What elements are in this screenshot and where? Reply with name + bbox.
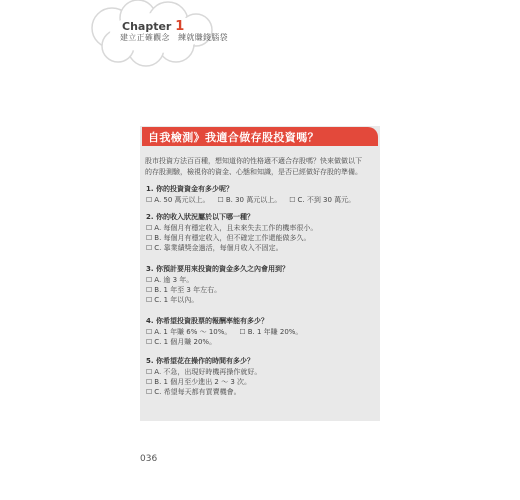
option-label: B. 1 年至 3 年左右。 xyxy=(154,286,222,294)
quiz-intro xyxy=(145,156,377,178)
option-label: C. 希望每天都有買賣機會。 xyxy=(154,388,241,396)
option-row xyxy=(146,233,317,243)
option-row xyxy=(146,387,261,397)
option-label: C. 不到 30 萬元。 xyxy=(297,196,356,204)
option-label: B. 1 年賺 20%。 xyxy=(247,328,303,336)
question-block xyxy=(146,212,317,253)
checkbox-icon[interactable]: ☐ xyxy=(146,286,153,294)
checkbox-icon[interactable]: ☐ xyxy=(146,368,153,376)
option-label: C. 1 個月賺 20%。 xyxy=(154,338,217,346)
option-row xyxy=(146,275,289,285)
quiz-intro-line: 股市投資方法百百種，想知道你的性格適不適合存股嗎？快來做做以下 xyxy=(145,157,362,165)
checkbox-icon[interactable]: ☐ xyxy=(146,338,153,346)
option-label: B. 30 萬元以上。 xyxy=(225,196,282,204)
checkbox-icon[interactable]: ☐ xyxy=(146,276,153,284)
option-label: B. 1 個月至少進出 2 ～ 3 次。 xyxy=(154,378,252,386)
question-title: 3. 你預計要用來投資的資金多久之內會用到？ xyxy=(146,265,289,273)
option-row xyxy=(146,195,355,205)
option-label: C. 1 年以內。 xyxy=(154,296,199,304)
option-label: A. 1 年賺 6% ～ 10%。 xyxy=(154,328,232,336)
question-block xyxy=(146,356,261,397)
option-row xyxy=(146,285,289,295)
option-row xyxy=(146,327,302,337)
option-row xyxy=(146,243,317,253)
chapter-number: 1 xyxy=(175,19,185,34)
question-title: 1. 你的投資資金有多少呢？ xyxy=(146,185,233,193)
question-block xyxy=(146,264,289,305)
question-block xyxy=(146,316,302,347)
chapter-subtitle: 建立正確觀念 練就賺錢腦袋 xyxy=(120,33,228,42)
page-number: 036 xyxy=(140,454,158,464)
option-label: A. 不急，出現好時機再操作就好。 xyxy=(154,368,262,376)
checkbox-icon[interactable]: ☐ xyxy=(146,328,153,336)
quiz-title: 自我檢測》我適合做存股投資嗎？ xyxy=(148,131,319,144)
checkbox-icon[interactable]: ☐ xyxy=(146,378,153,386)
checkbox-icon[interactable]: ☐ xyxy=(146,196,153,204)
checkbox-icon[interactable]: ☐ xyxy=(146,388,153,396)
option-label: A. 每個月有穩定收入，且未來失去工作的機率很小。 xyxy=(154,224,318,232)
option-label: C. 靠業績獎金過活，每個月收入不固定。 xyxy=(154,244,283,252)
option-row xyxy=(146,377,261,387)
option-label: A. 50 萬元以上。 xyxy=(154,196,210,204)
question-title: 2. 你的收入狀況屬於以下哪一種？ xyxy=(146,213,254,221)
chapter-label: Chapter xyxy=(122,20,172,33)
checkbox-icon[interactable]: ☐ xyxy=(146,296,153,304)
option-label: B. 每個月有穩定收入，但不確定工作還能做多久。 xyxy=(154,234,311,242)
question-title: 5. 你希望花在操作的時間有多少？ xyxy=(146,357,254,365)
option-row xyxy=(146,295,289,305)
option-row xyxy=(146,337,302,347)
quiz-intro-line: 的存股測驗，檢視你的資金、心態和知識，是否已經做好存股的準備。 xyxy=(145,168,362,176)
checkbox-icon[interactable]: ☐ xyxy=(146,244,153,252)
question-title: 4. 你希望投資股票的報酬率能有多少？ xyxy=(146,317,268,325)
checkbox-icon[interactable]: ☐ xyxy=(146,234,153,242)
option-row xyxy=(146,367,261,377)
checkbox-icon[interactable]: ☐ xyxy=(217,196,224,204)
checkbox-icon[interactable]: ☐ xyxy=(146,224,153,232)
checkbox-icon[interactable]: ☐ xyxy=(239,328,246,336)
question-block xyxy=(146,184,355,205)
option-row xyxy=(146,223,317,233)
checkbox-icon[interactable]: ☐ xyxy=(289,196,296,204)
option-label: A. 逾 3 年。 xyxy=(154,276,194,284)
